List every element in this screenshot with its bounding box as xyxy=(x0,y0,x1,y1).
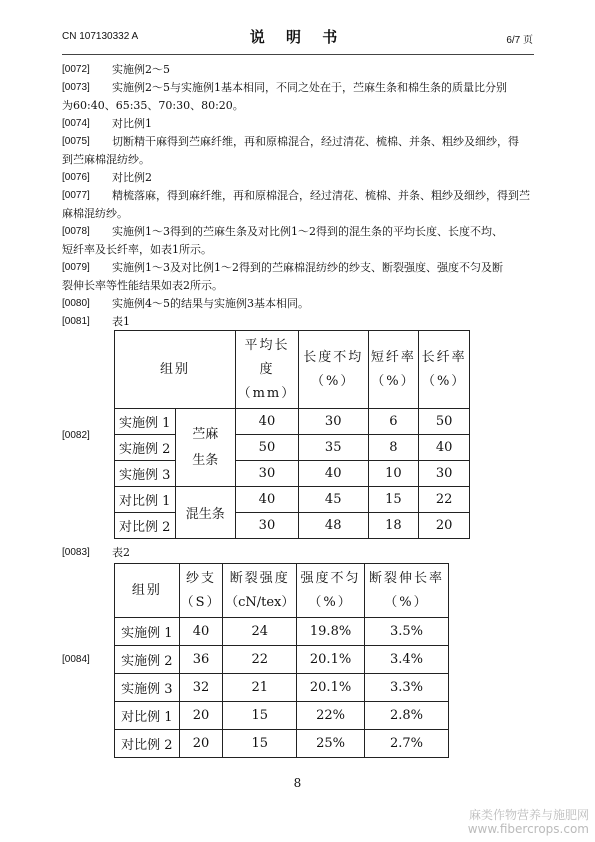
table-row xyxy=(115,618,449,646)
cell: 30 xyxy=(419,461,470,487)
table-row xyxy=(115,646,449,674)
paragraph-text: 实施例2～5与实施例1基本相同，不同之处在于，苎麻生条和棉生条的质量比分别 xyxy=(112,81,507,94)
header-line: （%） xyxy=(308,594,353,610)
header-line: 强度不匀 xyxy=(300,570,361,586)
document-title: 说 明 书 xyxy=(249,28,346,46)
row-name: 对比例 1 xyxy=(115,487,176,513)
header-rule xyxy=(62,54,534,55)
cell: 22 xyxy=(223,646,297,674)
row-name: 对比例 2 xyxy=(115,513,176,539)
cell: 24 xyxy=(223,618,297,646)
watermark-url: www.fibercrops.com xyxy=(467,822,589,836)
table-header-row xyxy=(115,564,449,618)
paragraph-text: 对比例1 xyxy=(112,117,152,130)
cell: 2.8% xyxy=(364,702,448,730)
paragraph-id: [0072] xyxy=(62,64,90,75)
paragraph-id: [0073] xyxy=(62,82,90,93)
cell: 22 xyxy=(419,487,470,513)
cell: 3.3% xyxy=(364,674,448,702)
paragraph-text: 切断精干麻得到苎麻纤维，再和原棉混合，经过清花、梳棉、并条、粗纱及细纱，得 xyxy=(112,135,519,148)
cell: 30 xyxy=(236,513,299,539)
paragraph-text: 对比例2 xyxy=(112,171,152,184)
paragraph-text: 麻棉混纺纱。 xyxy=(62,207,128,220)
paragraph-text: 实施例1～3及对比例1～2得到的苎麻棉混纺纱的纱支、断裂强度、强度不匀及断 xyxy=(112,261,503,274)
table-row xyxy=(115,730,449,758)
cell: 40 xyxy=(236,487,299,513)
cell: 48 xyxy=(298,513,368,539)
paragraph-id: [0082] xyxy=(62,430,90,441)
row-name: 对比例 1 xyxy=(115,702,180,730)
header-line: 短纤率 xyxy=(370,349,416,365)
table-caption: 表1 xyxy=(112,315,130,328)
cell: 3.5% xyxy=(364,618,448,646)
page-indicator: 6/7 页 xyxy=(506,35,533,46)
table-row xyxy=(115,702,449,730)
paragraph-text: 到苎麻棉混纺纱。 xyxy=(62,153,150,166)
header-avg-length xyxy=(236,331,299,409)
row-name: 实施例 3 xyxy=(115,461,176,487)
cell: 8 xyxy=(368,435,419,461)
paragraph-id: [0074] xyxy=(62,118,90,129)
header-line: 长度不均 xyxy=(303,349,364,365)
header-line: （%） xyxy=(311,373,356,389)
paragraph-id: [0077] xyxy=(62,190,90,201)
cell: 22% xyxy=(297,702,365,730)
cell: 30 xyxy=(236,461,299,487)
paragraph-id: [0075] xyxy=(62,136,90,147)
table-row xyxy=(115,513,470,539)
group-label-line: 苎麻 xyxy=(192,426,219,442)
header-short-fiber xyxy=(368,331,419,409)
cell: 25% xyxy=(297,730,365,758)
row-name: 对比例 2 xyxy=(115,730,180,758)
table-row xyxy=(115,461,470,487)
paragraph-id: [0078] xyxy=(62,226,90,237)
cell: 45 xyxy=(298,487,368,513)
header-line: （S） xyxy=(180,594,222,610)
cell: 35 xyxy=(298,435,368,461)
cell: 20.1% xyxy=(297,646,365,674)
row-name: 实施例 3 xyxy=(115,674,180,702)
paragraph-id: [0079] xyxy=(62,262,90,273)
header-breaking-strength xyxy=(223,564,297,618)
group-label: 混生条 xyxy=(175,487,236,539)
cell: 36 xyxy=(179,646,223,674)
cell: 15 xyxy=(368,487,419,513)
paragraph xyxy=(62,543,542,563)
cell: 15 xyxy=(223,702,297,730)
cell: 50 xyxy=(419,409,470,435)
header-elongation xyxy=(364,564,448,618)
cell: 40 xyxy=(179,618,223,646)
header-group: 组别 xyxy=(115,331,236,409)
cell: 3.4% xyxy=(364,646,448,674)
header-line: 断裂伸长率 xyxy=(368,570,444,586)
table-2 xyxy=(114,563,449,758)
header-yarn-count xyxy=(179,564,223,618)
cell: 10 xyxy=(368,461,419,487)
header-line: （mm） xyxy=(237,385,297,401)
paragraph-text: 实施例2～5 xyxy=(112,63,170,76)
group-label-line: 生条 xyxy=(192,452,219,468)
paragraph-id: [0084] xyxy=(62,654,90,665)
paragraph-id: [0083] xyxy=(62,547,90,558)
header-line: 平均长 xyxy=(244,337,290,353)
row-name: 实施例 1 xyxy=(115,618,180,646)
header-line: 纱支 xyxy=(186,570,217,586)
paragraphs-block xyxy=(62,60,542,330)
cell: 40 xyxy=(298,461,368,487)
table-row xyxy=(115,409,470,435)
header-line: 长纤率 xyxy=(421,349,467,365)
row-name: 实施例 2 xyxy=(115,646,180,674)
row-name: 实施例 2 xyxy=(115,435,176,461)
header-strength-cv xyxy=(297,564,365,618)
table-row xyxy=(115,487,470,513)
cell: 20 xyxy=(179,730,223,758)
cell: 40 xyxy=(419,435,470,461)
patent-number: CN 107130332 A xyxy=(62,31,139,42)
header-length-cv xyxy=(298,331,368,409)
header-long-fiber xyxy=(419,331,470,409)
paragraph-id: [0076] xyxy=(62,172,90,183)
cell: 18 xyxy=(368,513,419,539)
paragraph-text: 为60:40、65:35、70:30、80:20。 xyxy=(62,99,244,112)
header-line: 断裂强度 xyxy=(229,570,290,586)
paragraph-text: 实施例4～5的结果与实施例3基本相同。 xyxy=(112,297,309,310)
paragraph-id: [0080] xyxy=(62,298,90,309)
paragraph-text: 裂伸长率等性能结果如表2所示。 xyxy=(62,279,223,292)
header-line: （%） xyxy=(384,594,429,610)
cell: 20.1% xyxy=(297,674,365,702)
table-caption: 表2 xyxy=(112,546,130,559)
cell: 30 xyxy=(298,409,368,435)
watermark-text: 麻类作物营养与施肥网 xyxy=(468,808,589,822)
header-line: 度 xyxy=(259,361,275,377)
table-1 xyxy=(114,330,470,539)
header-line: （%） xyxy=(371,373,416,389)
paragraph-text: 短纤率及长纤率，如表1所示。 xyxy=(62,243,212,256)
paragraph-text: 精梳落麻，得到麻纤维，再和原棉混合，经过清花、梳棉、并条、粗纱及细纱，得到苎 xyxy=(112,189,530,202)
cell: 21 xyxy=(223,674,297,702)
header-group: 组别 xyxy=(115,564,180,618)
header-line: （%） xyxy=(421,373,467,389)
cell: 50 xyxy=(236,435,299,461)
table-header-row xyxy=(115,331,470,409)
cell: 20 xyxy=(179,702,223,730)
cell: 40 xyxy=(236,409,299,435)
cell: 6 xyxy=(368,409,419,435)
table-row xyxy=(115,674,449,702)
cell: 2.7% xyxy=(364,730,448,758)
table-row xyxy=(115,435,470,461)
row-name: 实施例 1 xyxy=(115,409,176,435)
cell: 19.8% xyxy=(297,618,365,646)
paragraph-text: 实施例1～3得到的苎麻生条及对比例1～2得到的混生条的平均长度、长度不均、 xyxy=(112,225,503,238)
page-number: 8 xyxy=(293,776,302,790)
cell: 20 xyxy=(419,513,470,539)
paragraph-id: [0081] xyxy=(62,316,90,327)
header-line: （cN/tex） xyxy=(225,594,295,610)
cell: 15 xyxy=(223,730,297,758)
group-label xyxy=(175,409,236,487)
cell: 32 xyxy=(179,674,223,702)
